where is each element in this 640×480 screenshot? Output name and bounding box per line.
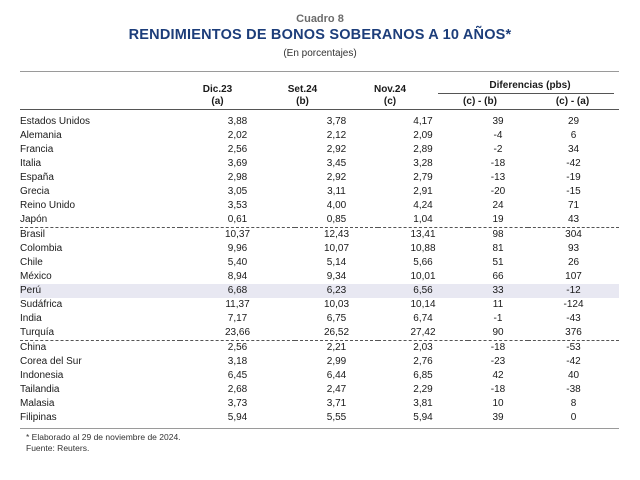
country-cell: Corea del Sur [20, 356, 82, 367]
country-cell: Chile [20, 257, 43, 268]
col-header-cb-sub: (c) - (b) [463, 96, 497, 107]
value-cell-nov24: 3,81 [413, 398, 433, 409]
value-cell-diff-ca: 107 [565, 271, 582, 282]
value-cell-dic23: 2,56 [227, 144, 248, 155]
value-cell-set24: 3,78 [326, 116, 347, 127]
value-cell-diff-ca: -53 [528, 341, 619, 356]
country-cell: Japón [20, 214, 48, 225]
table-row [20, 411, 619, 425]
value-cell-diff-cb: 81 [492, 243, 504, 254]
value-cell-set24: 10,07 [323, 243, 350, 254]
value-cell-diff-cb: -18 [490, 384, 506, 395]
value-cell-nov24: 2,79 [413, 172, 433, 183]
bottom-rule [20, 428, 619, 429]
value-cell-dic23: 6,45 [227, 370, 248, 381]
value-cell-nov24: 10,01 [410, 271, 436, 282]
col-header-ca [525, 96, 620, 108]
value-cell-diff-cb: 98 [468, 228, 528, 243]
table-row [20, 157, 619, 171]
col-header-nov24-label: Nov.24 [373, 84, 407, 95]
country-cell: Alemania [20, 130, 62, 141]
value-cell-set24: 5,14 [326, 257, 347, 268]
col-header-set24-label: Set.24 [287, 84, 318, 95]
value-cell-dic23: 23,66 [224, 327, 251, 338]
value-cell-diff-ca: -42 [566, 356, 581, 367]
value-cell-diff-ca: 93 [567, 243, 580, 254]
table-row [20, 341, 619, 356]
country-cell: Tailandia [20, 384, 60, 395]
value-cell-set24: 2,92 [326, 172, 347, 183]
value-cell-nov24: 3,28 [413, 158, 433, 169]
value-cell-dic23: 3,69 [227, 158, 248, 169]
value-cell-set24: 6,44 [326, 370, 347, 381]
value-cell-set24: 0,85 [326, 214, 347, 225]
country-cell: México [20, 271, 52, 282]
value-cell-diff-ca: -15 [566, 186, 581, 197]
value-cell-nov24: 6,56 [378, 284, 468, 298]
value-cell-diff-cb: -1 [493, 313, 503, 324]
value-cell-set24: 6,23 [295, 284, 378, 298]
source-note: Fuente: Reuters. [26, 443, 90, 453]
country-cell: China [20, 341, 180, 356]
value-cell-dic23: 0,61 [227, 214, 248, 225]
value-cell-dic23: 11,37 [225, 299, 250, 310]
value-cell-set24: 12,43 [295, 228, 378, 243]
header-rule [20, 109, 619, 110]
value-cell-nov24: 5,66 [413, 257, 433, 268]
col-header-set24 [260, 84, 345, 108]
country-cell: Estados Unidos [20, 116, 91, 127]
country-cell: Brasil [20, 228, 180, 243]
value-cell-dic23: 6,68 [180, 284, 295, 298]
table-row [20, 256, 619, 270]
value-cell-diff-ca: 6 [570, 130, 577, 141]
value-cell-diff-ca: 40 [567, 370, 580, 381]
col-header-ca-sub: (c) - (a) [555, 96, 590, 107]
table-row [20, 143, 619, 157]
value-cell-set24: 2,99 [326, 356, 347, 367]
value-cell-nov24: 4,17 [413, 116, 433, 127]
value-cell-diff-cb: -18 [468, 341, 528, 356]
value-cell-diff-ca: -124 [563, 299, 584, 310]
value-cell-dic23: 2,56 [180, 341, 295, 356]
value-cell-set24: 6,75 [326, 313, 347, 324]
table-row [20, 171, 619, 185]
country-cell: Grecia [20, 186, 50, 197]
value-cell-dic23: 3,53 [227, 200, 248, 211]
value-cell-dic23: 5,40 [227, 257, 248, 268]
value-cell-diff-ca: -12 [528, 284, 619, 298]
value-cell-diff-cb: 33 [468, 284, 528, 298]
value-cell-diff-cb: 24 [492, 200, 504, 211]
value-cell-diff-ca: 43 [567, 214, 580, 225]
value-cell-diff-ca: 71 [567, 200, 580, 211]
value-cell-nov24: 10,14 [410, 299, 436, 310]
value-cell-nov24: 27,42 [410, 327, 436, 338]
table-row [20, 298, 619, 312]
col-header-nov24-sub: (c) [383, 96, 397, 107]
value-cell-diff-cb: 66 [492, 271, 504, 282]
table-subtitle: (En porcentajes) [283, 48, 357, 59]
value-cell-set24: 2,21 [295, 341, 378, 356]
value-cell-set24: 10,03 [323, 299, 350, 310]
table-row [20, 397, 619, 411]
value-cell-diff-ca: 376 [565, 327, 582, 338]
country-cell: Turquía [20, 327, 55, 338]
value-cell-diff-ca: -43 [566, 313, 581, 324]
value-cell-set24: 3,45 [326, 158, 347, 169]
country-cell: Italia [20, 158, 42, 169]
value-cell-nov24: 1,04 [413, 214, 433, 225]
value-cell-dic23: 3,18 [227, 356, 248, 367]
bond-yields-table [20, 115, 619, 425]
value-cell-nov24: 2,89 [413, 144, 433, 155]
top-rule [20, 71, 619, 72]
table-row [20, 129, 619, 143]
value-cell-diff-cb: -18 [490, 158, 506, 169]
country-cell: Colombia [20, 243, 63, 254]
value-cell-diff-ca: -38 [566, 384, 581, 395]
table-row [20, 115, 619, 129]
value-cell-dic23: 3,73 [227, 398, 248, 409]
value-cell-diff-cb: 19 [492, 214, 504, 225]
country-cell: España [20, 172, 54, 183]
value-cell-diff-ca: 26 [567, 257, 580, 268]
value-cell-diff-cb: -2 [493, 144, 503, 155]
value-cell-nov24: 2,09 [413, 130, 433, 141]
col-header-dic23-sub: (a) [211, 96, 224, 107]
country-cell: Malasia [20, 398, 55, 409]
value-cell-diff-cb: -23 [490, 356, 506, 367]
col-header-dic23-label: Dic.23 [202, 84, 233, 95]
country-cell: Perú [20, 284, 180, 298]
value-cell-dic23: 5,94 [227, 412, 248, 423]
value-cell-diff-cb: -20 [490, 186, 506, 197]
value-cell-diff-cb: -13 [490, 172, 506, 183]
table-row [20, 242, 619, 256]
col-group-diferencias: Diferencias (pbs) [489, 80, 571, 91]
value-cell-diff-cb: 39 [492, 412, 504, 423]
table-row [20, 228, 619, 243]
value-cell-set24: 4,00 [326, 200, 347, 211]
value-cell-nov24: 2,76 [413, 356, 433, 367]
value-cell-diff-cb: 10 [492, 398, 504, 409]
value-cell-diff-cb: 42 [492, 370, 504, 381]
value-cell-diff-cb: 11 [492, 299, 504, 310]
value-cell-diff-ca: -19 [566, 172, 581, 183]
table-row [20, 355, 619, 369]
value-cell-set24: 3,11 [327, 186, 346, 197]
value-cell-dic23: 2,02 [227, 130, 248, 141]
group-underline [438, 93, 614, 94]
table-row [20, 312, 619, 326]
table-row [20, 270, 619, 284]
col-header-nov24 [345, 84, 435, 108]
value-cell-diff-ca: -42 [566, 158, 581, 169]
country-cell: Francia [20, 144, 54, 155]
value-cell-nov24: 2,91 [413, 186, 433, 197]
col-header-dic23 [175, 84, 260, 108]
table-title: RENDIMIENTOS DE BONOS SOBERANOS A 10 AÑOS* [128, 27, 512, 43]
value-cell-nov24: 6,74 [413, 313, 433, 324]
footnote: * Elaborado al 29 de noviembre de 2024. [26, 432, 181, 442]
country-cell: Filipinas [20, 412, 57, 423]
value-cell-dic23: 2,68 [227, 384, 248, 395]
value-cell-dic23: 3,05 [227, 186, 248, 197]
value-cell-set24: 2,12 [326, 130, 347, 141]
table-row [20, 213, 619, 228]
value-cell-nov24: 4,24 [413, 200, 433, 211]
value-cell-diff-cb: -4 [493, 130, 503, 141]
value-cell-diff-ca: 0 [570, 412, 577, 423]
value-cell-diff-cb: 90 [492, 327, 504, 338]
table-row [20, 383, 619, 397]
value-cell-diff-ca: 34 [567, 144, 580, 155]
table-row [20, 369, 619, 383]
value-cell-set24: 9,34 [326, 271, 347, 282]
value-cell-set24: 2,47 [326, 384, 347, 395]
value-cell-dic23: 2,98 [227, 172, 248, 183]
value-cell-nov24: 5,94 [413, 412, 433, 423]
value-cell-dic23: 9,96 [227, 243, 248, 254]
value-cell-nov24: 6,85 [413, 370, 433, 381]
country-cell: Reino Unido [20, 200, 76, 211]
value-cell-dic23: 10,37 [180, 228, 295, 243]
col-header-set24-sub: (b) [296, 96, 309, 107]
value-cell-dic23: 8,94 [227, 271, 248, 282]
value-cell-nov24: 2,29 [413, 384, 433, 395]
value-cell-nov24: 13,41 [378, 228, 468, 243]
table-row [20, 199, 619, 213]
value-cell-diff-ca: 304 [528, 228, 619, 243]
country-cell: India [20, 313, 42, 324]
value-cell-set24: 5,55 [326, 412, 347, 423]
value-cell-set24: 3,71 [326, 398, 347, 409]
table-row [20, 185, 619, 199]
value-cell-set24: 26,52 [323, 327, 350, 338]
table-number: Cuadro 8 [296, 13, 344, 25]
col-header-cb [440, 96, 520, 108]
value-cell-nov24: 10,88 [410, 243, 436, 254]
table-row [20, 326, 619, 341]
value-cell-diff-cb: 39 [492, 116, 504, 127]
value-cell-diff-ca: 29 [567, 116, 580, 127]
country-cell: Indonesia [20, 370, 64, 381]
country-cell: Sudáfrica [20, 299, 63, 310]
table-row [20, 284, 619, 298]
value-cell-nov24: 2,03 [378, 341, 468, 356]
value-cell-diff-ca: 8 [570, 398, 577, 409]
value-cell-set24: 2,92 [326, 144, 347, 155]
value-cell-dic23: 7,17 [227, 313, 248, 324]
value-cell-dic23: 3,88 [227, 116, 248, 127]
value-cell-diff-cb: 51 [492, 257, 504, 268]
